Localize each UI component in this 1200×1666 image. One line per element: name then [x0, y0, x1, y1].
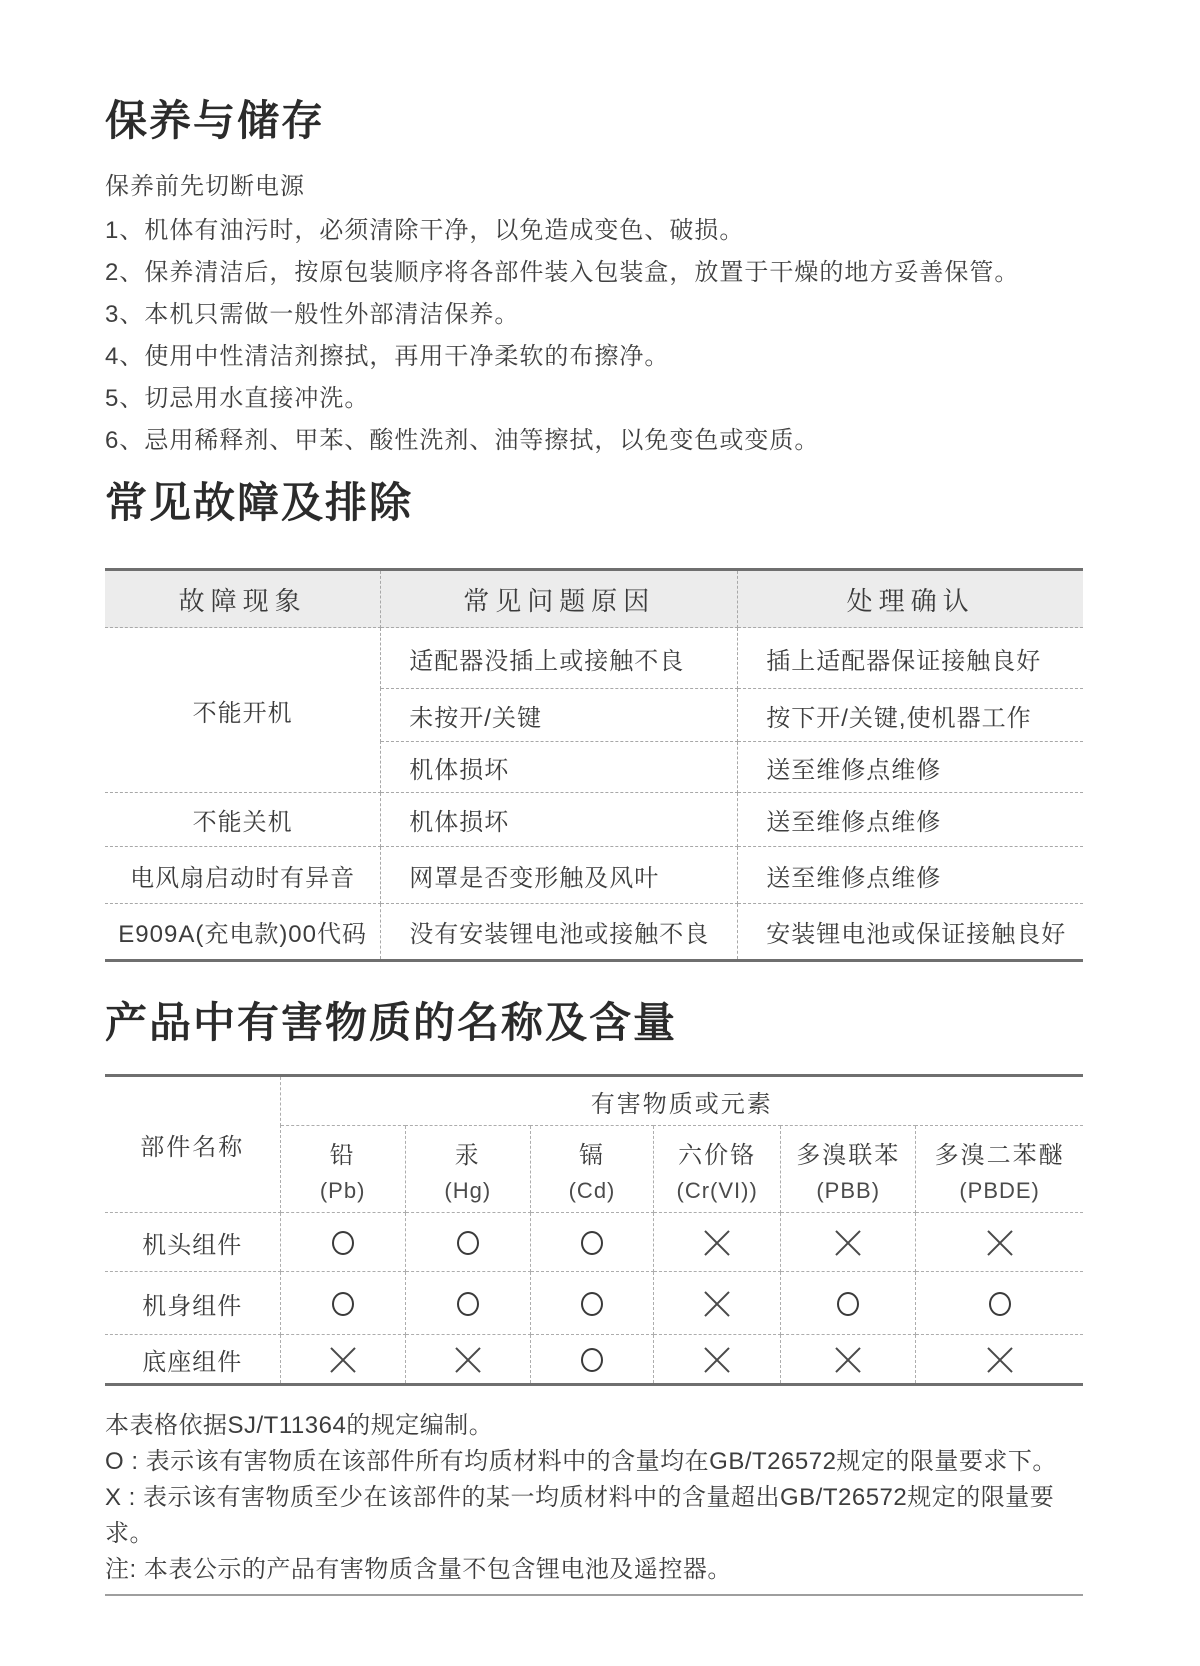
- table-row: [105, 1213, 1083, 1272]
- fix-cell: 送至维修点维修: [738, 742, 1083, 793]
- symptom-cell: 电风扇启动时有异音: [105, 847, 381, 904]
- table-header-row: [105, 1076, 1083, 1126]
- column-header-symptom: 故障现象: [105, 570, 381, 628]
- bottom-divider: [105, 1594, 1083, 1596]
- column-header-cause: 常见问题原因: [381, 570, 738, 628]
- hazardous-substances-table: [105, 1074, 1083, 1386]
- fix-cell: 插上适配器保证接触良好: [738, 628, 1083, 689]
- note-line: O : 表示该有害物质在该部件所有均质材料中的含量均在GB/T26572规定的限量要求下。: [105, 1448, 1057, 1475]
- table-row: [105, 847, 1083, 904]
- cause-cell: 网罩是否变形触及风叶: [381, 847, 738, 904]
- substance-header: 六价铬 (Cr(VI)): [654, 1126, 781, 1213]
- value-cell: [530, 1213, 653, 1272]
- hazard-mark: [332, 1231, 354, 1255]
- value-cell: [654, 1213, 781, 1272]
- part-name-cell: 底座组件: [105, 1335, 280, 1385]
- hazard-mark: [835, 1347, 861, 1373]
- troubleshooting-table: [105, 568, 1083, 962]
- substance-header: 多溴二苯醚 (PBDE): [916, 1126, 1083, 1213]
- substance-header: 镉 (Cd): [530, 1126, 653, 1213]
- part-name-header: 部件名称: [105, 1076, 280, 1213]
- hazard-mark: [581, 1231, 603, 1255]
- list-item: 4、使用中性清洁剂擦拭，再用干净柔软的布擦净。: [105, 343, 670, 370]
- value-cell: [530, 1272, 653, 1335]
- value-cell: [781, 1272, 916, 1335]
- fix-cell: 送至维修点维修: [738, 847, 1083, 904]
- column-header-fix: 处理确认: [738, 570, 1083, 628]
- hazard-mark: [455, 1347, 481, 1373]
- hazard-mark: [457, 1231, 479, 1255]
- cause-cell: 没有安装锂电池或接触不良: [381, 904, 738, 961]
- maintenance-intro: 保养前先切断电源: [105, 173, 305, 200]
- hazard-mark: [987, 1347, 1013, 1373]
- table-row: [105, 1335, 1083, 1385]
- part-name-cell: 机头组件: [105, 1213, 280, 1272]
- value-cell: [405, 1213, 530, 1272]
- section-title-troubleshooting: 常见故障及排除: [105, 479, 414, 526]
- table-notes: [105, 1408, 1083, 1588]
- fix-cell: 按下开/关键,使机器工作: [738, 689, 1083, 742]
- section-title-hazards: 产品中有害物质的名称及含量: [105, 999, 678, 1046]
- value-cell: [781, 1335, 916, 1385]
- cause-cell: 机体损坏: [381, 742, 738, 793]
- table-row: [105, 1272, 1083, 1335]
- cause-cell: 机体损坏: [381, 793, 738, 847]
- hazard-mark: [837, 1292, 859, 1316]
- hazard-mark: [704, 1347, 730, 1373]
- list-item: 6、忌用稀释剂、甲苯、酸性洗剂、油等擦拭，以免变色或变质。: [105, 427, 820, 454]
- list-item: 2、保养清洁后，按原包装顺序将各部件装入包装盒，放置于干燥的地方妥善保管。: [105, 259, 1020, 286]
- note-line: 本表格依据SJ/T11364的规定编制。: [105, 1412, 494, 1439]
- value-cell: [280, 1213, 405, 1272]
- hazard-mark: [704, 1230, 730, 1256]
- value-cell: [280, 1272, 405, 1335]
- substance-header: 铅 (Pb): [280, 1126, 405, 1213]
- substance-header: 多溴联苯 (PBB): [781, 1126, 916, 1213]
- table-row: [105, 628, 1083, 689]
- hazard-mark: [457, 1292, 479, 1316]
- value-cell: [405, 1335, 530, 1385]
- symptom-cell: E909A(充电款)00代码: [105, 904, 381, 961]
- value-cell: [654, 1335, 781, 1385]
- hazard-mark: [835, 1230, 861, 1256]
- cause-cell: 未按开/关键: [381, 689, 738, 742]
- value-cell: [916, 1213, 1083, 1272]
- section-title-maintenance: 保养与储存: [105, 97, 326, 144]
- fix-cell: 安装锂电池或保证接触良好: [738, 904, 1083, 961]
- value-cell: [280, 1335, 405, 1385]
- hazard-mark: [330, 1347, 356, 1373]
- value-cell: [916, 1335, 1083, 1385]
- hazard-mark: [989, 1292, 1011, 1316]
- hazard-mark: [332, 1292, 354, 1316]
- value-cell: [530, 1335, 653, 1385]
- table-row: [105, 904, 1083, 961]
- hazard-mark: [704, 1291, 730, 1317]
- table-header-row: [105, 570, 1083, 628]
- hazard-mark: [581, 1348, 603, 1372]
- part-name-cell: 机身组件: [105, 1272, 280, 1335]
- note-line: 注: 本表公示的产品有害物质含量不包含锂电池及遥控器。: [105, 1556, 732, 1583]
- hazard-mark: [581, 1292, 603, 1316]
- substances-span-header: 有害物质或元素: [280, 1076, 1083, 1126]
- substance-header: 汞 (Hg): [405, 1126, 530, 1213]
- table-row: [105, 793, 1083, 847]
- value-cell: [405, 1272, 530, 1335]
- note-line: X : 表示该有害物质至少在该部件的某一均质材料中的含量超出GB/T26572规定的限量要求。: [105, 1484, 1055, 1547]
- hazard-mark: [987, 1230, 1013, 1256]
- maintenance-list: [105, 210, 1083, 462]
- value-cell: [781, 1213, 916, 1272]
- list-item: 1、机体有油污时，必须清除干净，以免造成变色、破损。: [105, 217, 745, 244]
- symptom-cell: 不能关机: [105, 793, 381, 847]
- symptom-cell: 不能开机: [105, 628, 381, 793]
- fix-cell: 送至维修点维修: [738, 793, 1083, 847]
- value-cell: [916, 1272, 1083, 1335]
- cause-cell: 适配器没插上或接触不良: [381, 628, 738, 689]
- list-item: 5、切忌用水直接冲洗。: [105, 385, 370, 412]
- list-item: 3、本机只需做一般性外部清洁保养。: [105, 301, 520, 328]
- value-cell: [654, 1272, 781, 1335]
